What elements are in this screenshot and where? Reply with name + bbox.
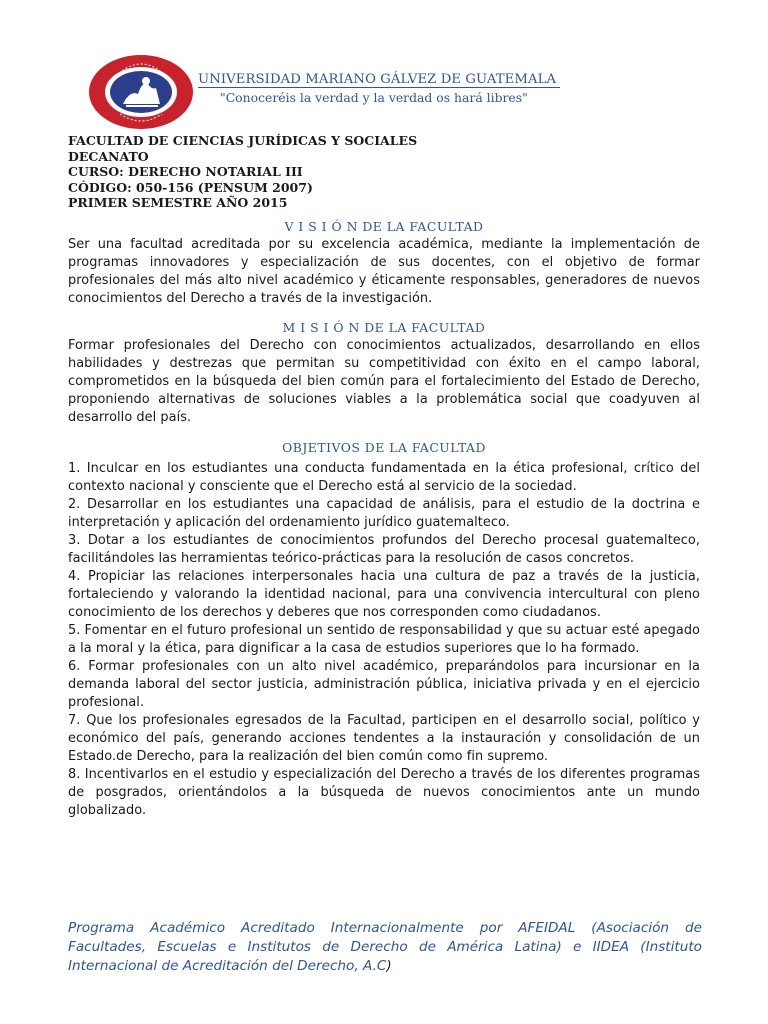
vision-heading: V I S I Ó N DE LA FACULTAD — [284, 219, 484, 234]
objective-item: 6. Formar profesionales con un alto nivel académico, preparándolos para incursionar en la demanda laboral del sector justicia, administración pública, iniciativa privada y en el ejercicio profesional. — [68, 659, 700, 710]
objectives-heading: OBJETIVOS DE LA FACULTAD — [282, 440, 486, 455]
objective-item: 7. Que los profesionales egresados de la Facultad, participen en el desarrollo social, político y económico del país, generando acciones tendentes a la instauración y consolidación de un Estado.de Derecho, para la realización del bien común como fin supremo. — [68, 713, 700, 764]
objective-item: 5. Fomentar en el futuro profesional un sentido de responsabilidad y que su actuar esté apegado a la moral y la ética, para dignificar a la casa de estudios superiores que lo ha formado. — [68, 623, 700, 656]
mission-text: Formar profesionales del Derecho con conocimientos actualizados, desarrollando en ellos habilidades y destrezas que permitan su competitividad con éxito en el campo laboral, comprometidos en la búsqueda del bien común para el fortalecimiento del Estado de Derecho, proponiendo alternativas de soluciones viables a la problemática social que coadyuven al desarrollo del país. — [68, 338, 700, 425]
university-motto: "Conoceréis la verdad y la verdad os hará libres" — [220, 90, 528, 105]
objective-item: 8. Incentivarlos en el estudio y especialización del Derecho a través de los diferentes programas de posgrados, orientándolos a la búsqueda de nuevos conocimientos ante un mundo globalizado. — [68, 767, 700, 818]
faculty-name: FACULTAD DE CIENCIAS JURÍDICAS Y SOCIALES — [68, 133, 418, 148]
semester: PRIMER SEMESTRE AÑO 2015 — [68, 195, 288, 210]
course-info — [68, 133, 417, 211]
mission-heading: M I S I Ó N DE LA FACULTAD — [282, 320, 486, 335]
course-code: CÓDIGO: 050-156 (PENSUM 2007) — [68, 179, 313, 195]
objective-item: 1. Inculcar en los estudiantes una conducta fundamentada en la ética profesional, crítico del contexto nacional y consciente que el Derecho está al servicio de la sociedad. — [68, 461, 700, 494]
vision-text: Ser una facultad acreditada por su excelencia académica, mediante la implementación de programas innovadores y especialización de sus docentes, con el objetivo de formar profesionales del más alto nivel académico y éticamente responsables, generadores de nuevos conocimientos del Derecho a través de la investigación. — [68, 237, 700, 306]
course-name: CURSO: DERECHO NOTARIAL III — [68, 164, 303, 179]
objective-item: 3. Dotar a los estudiantes de conocimientos profundos del Derecho procesal guatemalteco, facilitándoles las herramientas teórico-prácticas para la resolución de casos concretos. — [68, 533, 700, 566]
accreditation-text: Programa Académico Acreditado Internacionalmente por AFEIDAL (Asociación de Facultades, Escuelas e Institutos de Derecho de América Latina) e IIDEA (Instituto Internacional de Acreditación del Derecho, A.C — [68, 920, 702, 974]
objectives-list — [68, 460, 700, 820]
objective-item: 2. Desarrollar en los estudiantes una capacidad de análisis, para el estudio de la doctrina e interpretación y aplicación del ordenamiento jurídico guatemalteco. — [68, 497, 700, 530]
university-name: UNIVERSIDAD MARIANO GÁLVEZ DE GUATEMALA — [198, 72, 560, 88]
accreditation-closing: ) — [386, 958, 392, 974]
accreditation-note — [68, 919, 702, 976]
office-name: DECANATO — [68, 148, 149, 164]
university-seal-icon — [86, 54, 196, 130]
objective-item: 4. Propiciar las relaciones interpersonales hacia una cultura de paz a través de la justicia, fortaleciendo y valorando la identidad nacional, para una convivencia intercultural con pleno conocimiento de los derechos y deberes que nos corresponden como ciudadanos. — [68, 569, 700, 620]
